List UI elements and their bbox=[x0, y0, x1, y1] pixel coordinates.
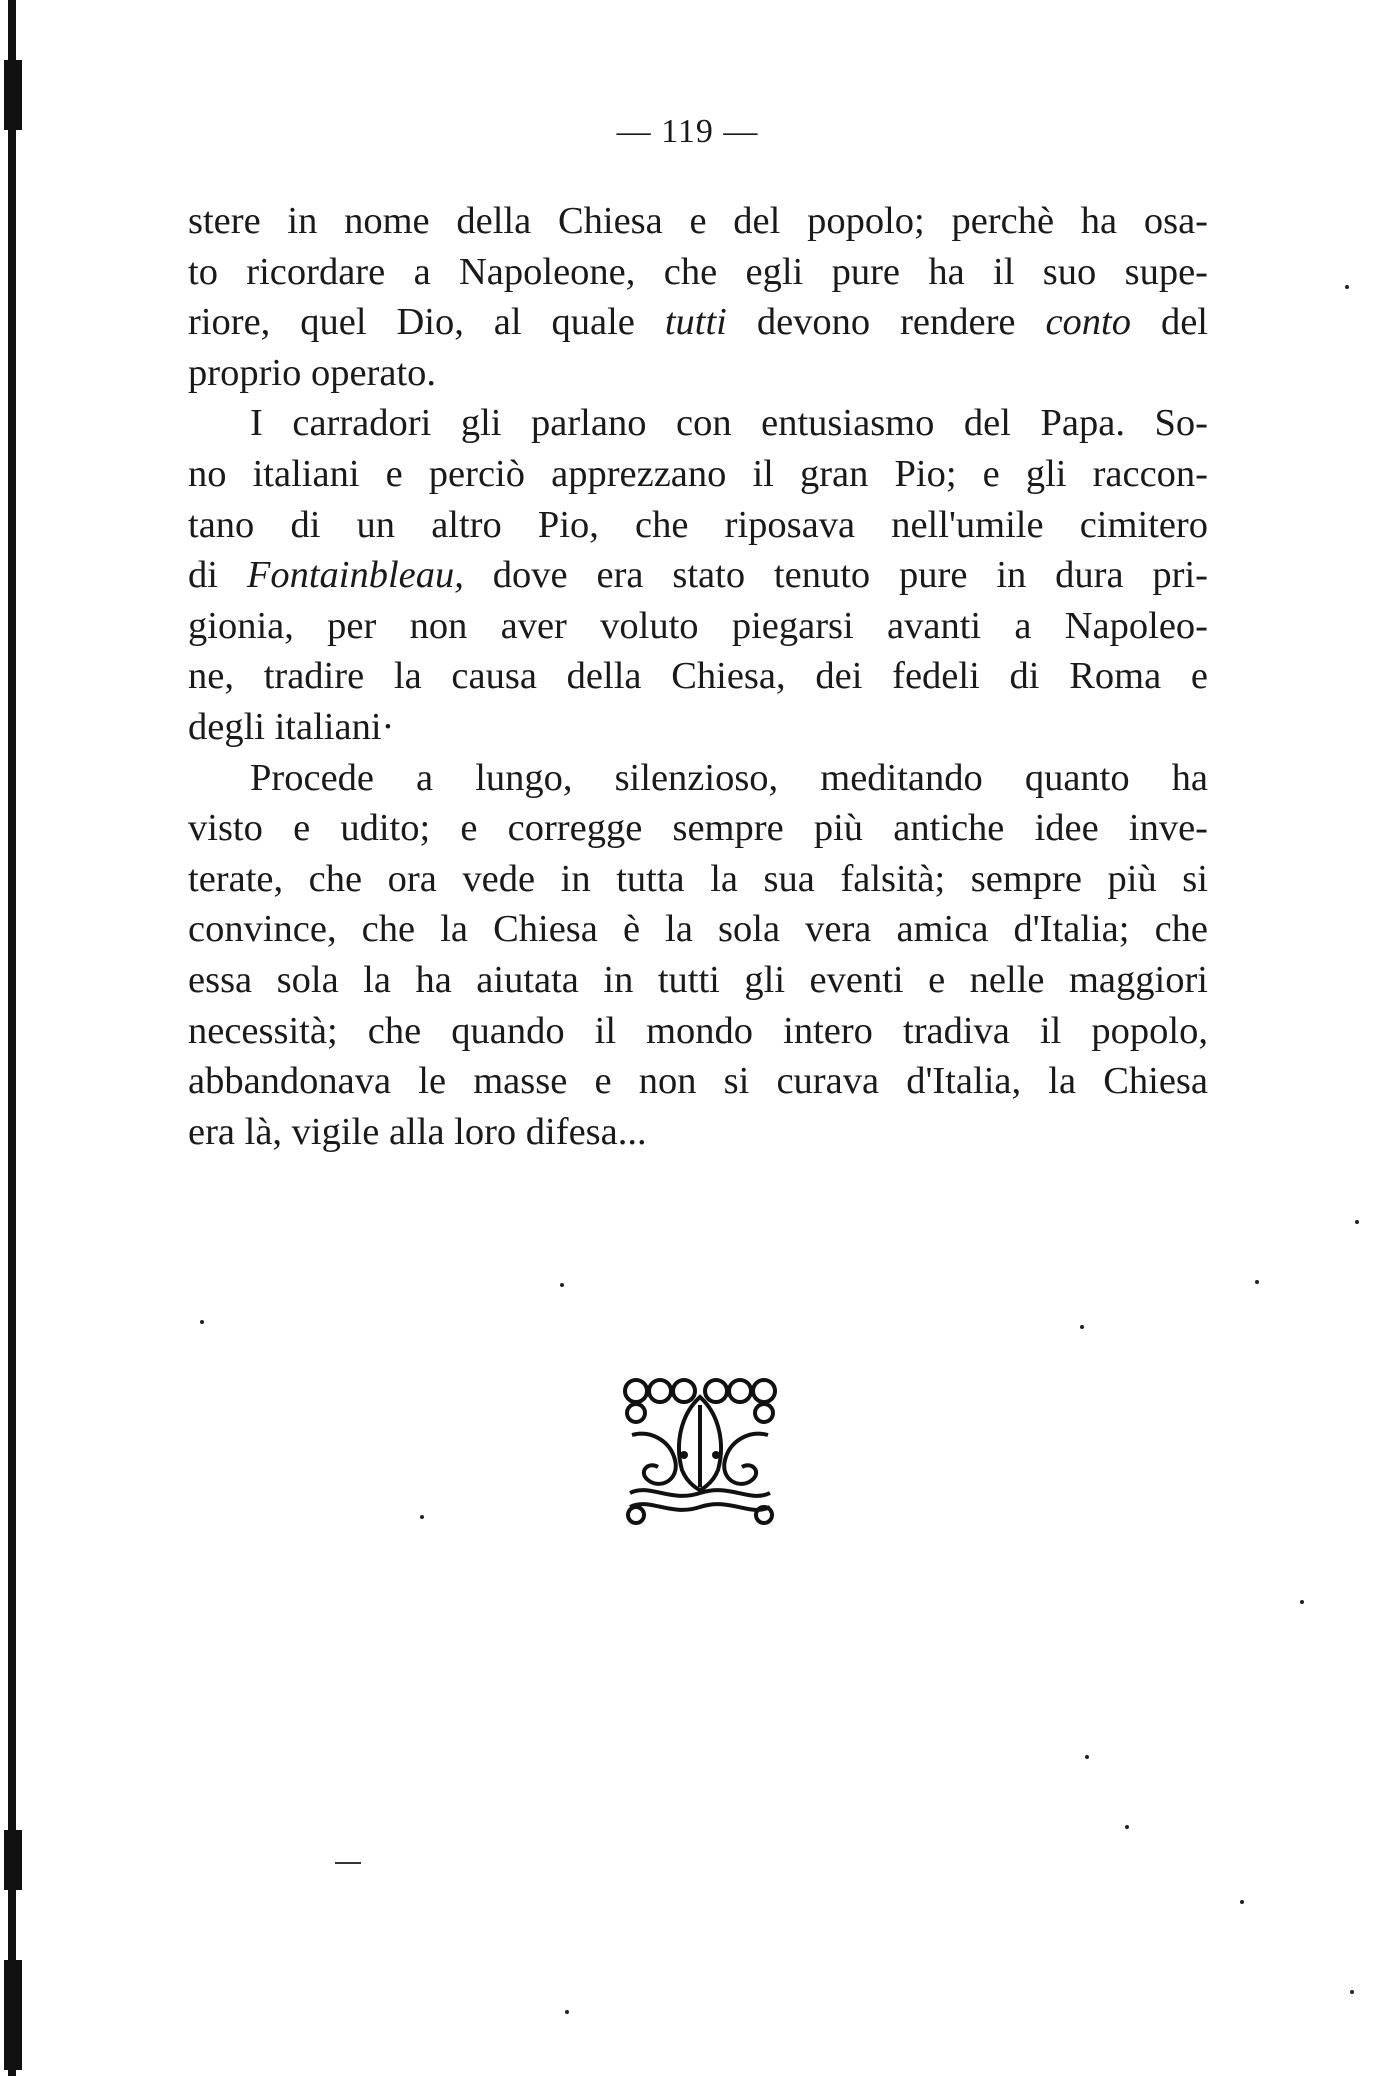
italic-place-name: Fontainbleau, bbox=[246, 554, 464, 597]
italic-word: tutti bbox=[664, 301, 727, 344]
binding-shadow bbox=[4, 1830, 22, 1890]
floral-tailpiece-ornament-icon bbox=[620, 1375, 780, 1525]
scan-speck bbox=[1240, 1900, 1244, 1904]
italic-word: conto bbox=[1045, 301, 1132, 344]
scan-speck bbox=[1125, 1825, 1129, 1829]
page-number: — 119 — bbox=[616, 113, 759, 150]
text-line: essa sola la ha aiutata in tutti gli eventi e nelle maggiori bbox=[188, 958, 1208, 1001]
text-line: necessità; che quando il mondo intero tradiva il popolo, bbox=[188, 1009, 1208, 1052]
text-run: riore, quel Dio, al quale bbox=[188, 301, 665, 344]
text-line: convince, che la Chiesa è la sola vera amica d'Italia; che bbox=[188, 908, 1208, 951]
text-line: to ricordare a Napoleone, che egli pure ha il suo supe- bbox=[188, 250, 1208, 293]
scan-speck bbox=[1080, 1325, 1084, 1329]
binding-shadow bbox=[4, 1960, 22, 2070]
text-line: stere in nome della Chiesa e del popolo; perchè ha osa- bbox=[188, 200, 1208, 242]
text-line: gionia, per non aver voluto piegarsi avanti a Napoleo- bbox=[188, 604, 1208, 647]
scan-speck bbox=[1350, 1990, 1354, 1994]
paragraph-3 bbox=[188, 753, 1208, 1158]
text-run: dove era stato tenuto pure in dura pri- bbox=[463, 554, 1208, 597]
scan-speck bbox=[420, 1515, 424, 1519]
text-line: proprio operato. bbox=[188, 351, 437, 394]
scan-speck bbox=[1355, 1220, 1359, 1224]
paragraph-2 bbox=[188, 398, 1208, 752]
text-line: Procede a lungo, silenzioso, meditando quanto ha bbox=[250, 756, 1208, 799]
scan-speck bbox=[1300, 1600, 1304, 1604]
text-line: I carradori gli parlano con entusiasmo del Papa. So- bbox=[250, 402, 1208, 445]
text-line: degli italiani· bbox=[188, 705, 395, 748]
paragraph-1 bbox=[188, 196, 1208, 398]
scan-speck bbox=[1085, 1755, 1089, 1759]
text-line: no italiani e perciò apprezzano il gran Pio; e gli raccon- bbox=[188, 452, 1208, 495]
binding-edge bbox=[0, 0, 30, 2076]
scan-speck bbox=[200, 1320, 204, 1324]
scan-speck bbox=[565, 2010, 569, 2014]
text-run: di bbox=[188, 554, 247, 597]
text-line: tano di un altro Pio, che riposava nell'umile cimitero bbox=[188, 503, 1208, 546]
text-line: era là, vigile alla loro difesa... bbox=[188, 1110, 647, 1153]
text-line bbox=[188, 550, 1208, 601]
text-line: terate, che ora vede in tutta la sua falsità; sempre più si bbox=[188, 857, 1208, 900]
scan-speck bbox=[560, 1283, 564, 1287]
scan-speck bbox=[1345, 285, 1349, 289]
text-line: visto e udito; e corregge sempre più antiche idee inve- bbox=[188, 807, 1208, 850]
text-run: devono rendere bbox=[726, 301, 1046, 344]
text-line: ne, tradire la causa della Chiesa, dei fedeli di Roma e bbox=[188, 655, 1208, 698]
body-text bbox=[188, 196, 1208, 1157]
text-run: del bbox=[1131, 301, 1208, 344]
scan-dash bbox=[335, 1862, 361, 1864]
scan-speck bbox=[1255, 1280, 1259, 1284]
text-line: abbandonava le masse e non si curava d'Italia, la Chiesa bbox=[188, 1060, 1208, 1103]
text-line bbox=[188, 297, 1208, 348]
